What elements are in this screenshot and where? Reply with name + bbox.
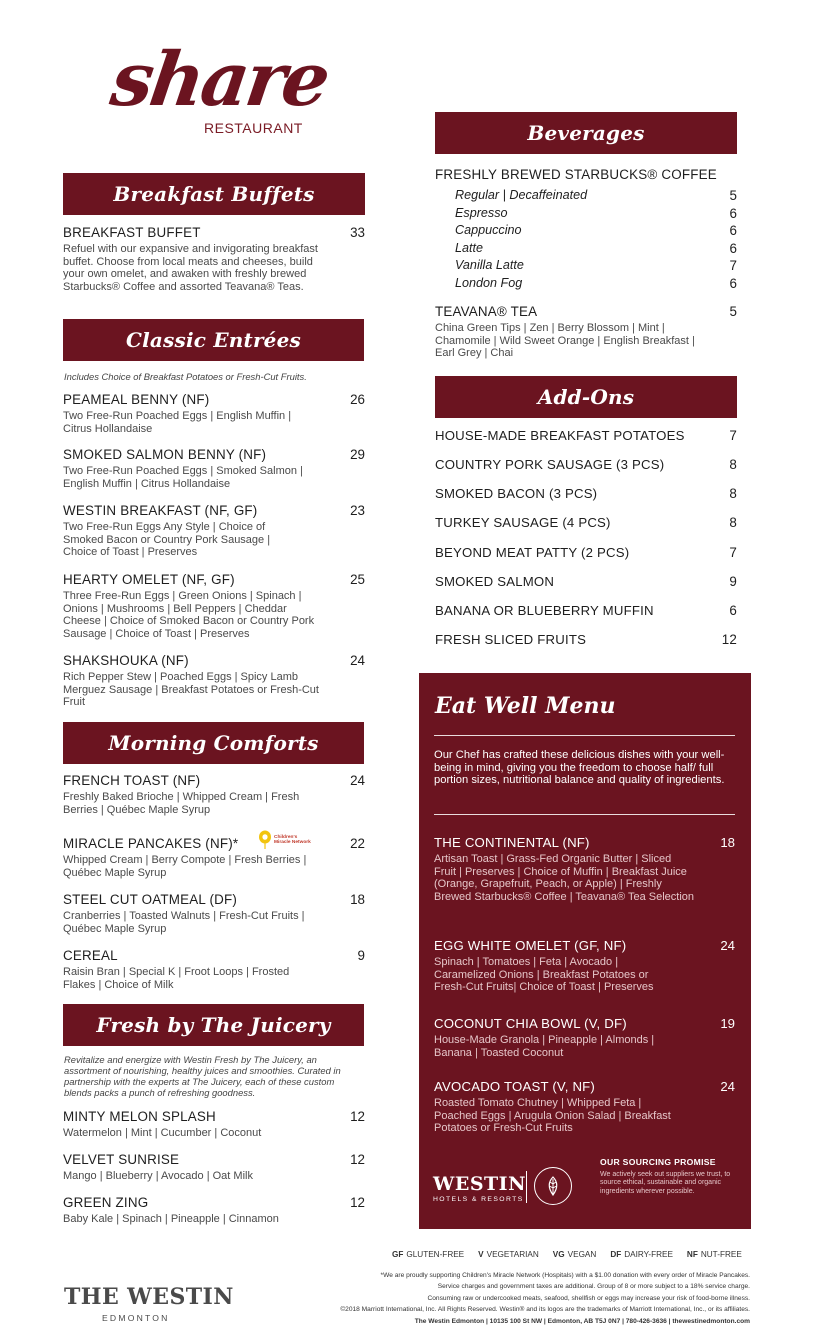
classic-entrees-banner: Classic Entrées <box>63 319 364 361</box>
item-name: BREAKFAST BUFFET <box>63 225 201 240</box>
breakfast-buffets-banner: Breakfast Buffets <box>63 173 365 215</box>
eat-well-leaf-icon <box>534 1167 572 1205</box>
item-name: MIRACLE PANCAKES (NF)* <box>63 836 239 851</box>
bev-name: Vanilla Latte <box>455 258 524 272</box>
menu-item-french-toast <box>63 773 365 816</box>
menu-item-smoked-salmon-benny <box>63 447 365 490</box>
addon-price: 12 <box>721 632 737 647</box>
add-ons-list <box>435 428 737 648</box>
item-description: Watermelon | Mint | Cucumber | Coconut <box>63 1127 262 1139</box>
item-name: STEEL CUT OATMEAL (DF) <box>63 892 238 907</box>
item-name: FRENCH TOAST (NF) <box>63 773 201 788</box>
item-description: Whipped Cream | Berry Compote | Fresh Berries | Québec Maple Syrup <box>63 854 307 879</box>
footer-notes <box>340 1270 750 1327</box>
coffee-heading: FRESHLY BREWED STARBUCKS® COFFEE <box>435 167 717 182</box>
item-name: MINTY MELON SPLASH <box>63 1109 216 1124</box>
item-description: Two Free-Run Eggs Any Style | Choice of Smoked Bacon or Country Pork Sausage | Choice of Toast | Preserves <box>63 521 271 559</box>
item-description: Two Free-Run Poached Eggs | Smoked Salmon | English Muffin | Citrus Hollandaise <box>63 465 303 490</box>
footer-address: The Westin Edmonton | 10135 100 St NW | Edmonton, AB T5J 0N7 | 780-426-3636 | thewestinedmonton.com <box>414 1317 750 1325</box>
menu-item-steel-cut-oatmeal <box>63 892 365 935</box>
menu-item-teavana-tea <box>435 304 737 360</box>
item-name: SMOKED SALMON BENNY (NF) <box>63 447 267 462</box>
add-on-item <box>435 457 737 472</box>
item-price: 33 <box>350 225 365 240</box>
dietary-legend <box>392 1250 742 1259</box>
item-name: SHAKSHOUKA (NF) <box>63 653 189 668</box>
logo-script: share <box>105 37 333 123</box>
brand-city: EDMONTON <box>102 1313 170 1323</box>
menu-item-coconut-chia-bowl <box>434 1016 735 1059</box>
menu-item-continental <box>434 835 735 903</box>
item-price: 22 <box>350 836 365 851</box>
bev-price: 7 <box>729 258 737 273</box>
item-price: 12 <box>350 1195 365 1210</box>
item-price: 5 <box>729 304 737 319</box>
bev-price: 5 <box>729 188 737 203</box>
add-on-item <box>435 632 737 647</box>
bev-price: 6 <box>729 205 737 221</box>
menu-item-avocado-toast <box>434 1079 735 1135</box>
addon-price: 7 <box>729 428 737 443</box>
classic-note: Includes Choice of Breakfast Potatoes or Fresh-Cut Fruits. <box>64 371 307 382</box>
item-description: Rich Pepper Stew | Poached Eggs | Spicy Lamb Merguez Sausage | Breakfast Potatoes or Fresh-Cut Fruit <box>63 671 319 709</box>
item-description: Raisin Bran | Special K | Froot Loops | Frosted Flakes | Choice of Milk <box>63 966 290 991</box>
menu-item-minty-melon <box>63 1109 365 1140</box>
brand-name: THE WESTIN <box>64 1284 234 1310</box>
item-price: 25 <box>350 572 365 587</box>
item-name: EGG WHITE OMELET (GF, NF) <box>434 938 627 953</box>
item-price: 19 <box>720 1016 735 1031</box>
addon-name: BEYOND MEAT PATTY (2 PCS) <box>435 545 630 560</box>
addon-price: 8 <box>729 515 737 530</box>
item-price: 18 <box>720 835 735 850</box>
childrens-miracle-network-logo <box>258 830 311 850</box>
item-name: VELVET SUNRISE <box>63 1152 180 1167</box>
item-name: THE CONTINENTAL (NF) <box>434 835 590 850</box>
sourcing-title: OUR SOURCING PROMISE <box>600 1157 716 1167</box>
item-price: 24 <box>350 653 365 668</box>
item-price: 24 <box>720 1079 735 1094</box>
the-westin-logo <box>64 1284 234 1323</box>
divider <box>526 1171 527 1203</box>
item-name: HEARTY OMELET (NF, GF) <box>63 572 235 587</box>
menu-item-green-zing <box>63 1195 365 1226</box>
item-price: 9 <box>357 948 365 963</box>
add-ons-banner: Add-Ons <box>435 376 737 418</box>
addon-name: BANANA OR BLUEBERRY MUFFIN <box>435 603 654 618</box>
eat-well-panel <box>419 673 751 1229</box>
balloon-icon <box>258 830 272 850</box>
beverages-banner: Beverages <box>435 112 737 154</box>
bev-name: London Fog <box>455 275 523 290</box>
legend-item: VG VEGAN <box>552 1250 597 1259</box>
coffee-row <box>455 276 737 290</box>
footer-line: Consuming raw or undercooked meats, seafood, shellfish or eggs may increase your risk of food-borne illness. <box>427 1294 750 1302</box>
westin-tagline: HOTELS & RESORTS <box>433 1196 524 1203</box>
add-on-item <box>435 428 737 443</box>
legend-item: DF DAIRY-FREE <box>610 1250 673 1259</box>
footer-line: Service charges and government taxes are additional. Group of 8 or more subject to a 18% service charge. <box>437 1283 750 1291</box>
bev-name: Regular | Decaffeinated <box>455 188 588 202</box>
addon-name: FRESH SLICED FRUITS <box>435 632 587 647</box>
cmn-line-2: Miracle Network <box>274 840 311 845</box>
addon-name: COUNTRY PORK SAUSAGE (3 PCS) <box>435 457 665 472</box>
item-name: TEAVANA® TEA <box>435 304 538 319</box>
add-on-item <box>435 515 737 530</box>
bev-price: 6 <box>729 275 737 291</box>
item-price: 23 <box>350 503 365 518</box>
bev-name: Latte <box>455 240 484 255</box>
legend-item: V VEGETARIAN <box>478 1250 539 1259</box>
item-description: Baby Kale | Spinach | Pineapple | Cinnamon <box>63 1213 279 1225</box>
item-description: Three Free-Run Eggs | Green Onions | Spinach | Onions | Mushrooms | Bell Peppers | Cheddar Cheese | Choice of Smoked Bacon or Country Pork Sausage | Choice of Toast | Preserves <box>63 590 315 640</box>
item-description: Artisan Toast | Grass-Fed Organic Butter | Sliced Fruit | Preserves | Choice of Muffin | Breakfast Juice (Orange, Grapefruit, Peach, or Apple) | Freshly Brewed Starbucks® Coffee | Teavana® Tea Selection <box>434 853 694 903</box>
footer-line: ©2018 Marriott International, Inc. All Rights Reserved. Westin® and its logos are the trademarks of Marriott International, Inc., or its affiliates. <box>340 1306 750 1314</box>
logo-subtitle: RESTAURANT <box>204 120 303 136</box>
coffee-row <box>455 206 737 220</box>
menu-item-miracle-pancakes <box>63 836 365 879</box>
item-description: Cranberries | Toasted Walnuts | Fresh-Cut Fruits | Québec Maple Syrup <box>63 910 305 935</box>
item-description: Roasted Tomato Chutney | Whipped Feta | Poached Eggs | Arugula Onion Salad | Breakfast Potatoes or Fresh-Cut Fruits <box>434 1097 671 1135</box>
legend-item: GF GLUTEN-FREE <box>392 1250 465 1259</box>
item-description: House-Made Granola | Pineapple | Almonds | Banana | Toasted Coconut <box>434 1034 655 1059</box>
item-name: CEREAL <box>63 948 118 963</box>
add-on-item <box>435 545 737 560</box>
item-name: GREEN ZING <box>63 1195 149 1210</box>
coffee-section <box>435 167 737 297</box>
item-description: Refuel with our expansive and invigorating breakfast buffet. Choose from local meats and cheeses, build your own omelet, and awaken with freshly brewed Starbucks® Coffee and assorted Teavana® Teas. <box>63 243 318 293</box>
add-on-item <box>435 574 737 589</box>
divider <box>434 735 735 736</box>
eat-well-title: Eat Well Menu <box>435 693 616 719</box>
addon-price: 8 <box>729 486 737 501</box>
menu-item-peameal-benny <box>63 392 365 435</box>
share-logo <box>105 37 333 138</box>
item-description: Spinach | Tomatoes | Feta | Avocado | Caramelized Onions | Breakfast Potatoes or Fresh-Cut Fruits| Choice of Toast | Preserves <box>434 956 654 994</box>
bev-price: 6 <box>729 223 737 238</box>
addon-name: SMOKED SALMON <box>435 574 555 589</box>
addon-price: 8 <box>729 457 737 472</box>
item-price: 26 <box>350 392 365 407</box>
add-on-item <box>435 486 737 501</box>
item-name: AVOCADO TOAST (V, NF) <box>434 1079 596 1094</box>
footer-line: *We are proudly supporting Children's Miracle Network (Hospitals) with a $1.00 donation with every order of Miracle Pancakes. <box>380 1272 750 1279</box>
coffee-row <box>455 258 737 272</box>
item-description: Mango | Blueberry | Avocado | Oat Milk <box>63 1170 253 1182</box>
add-on-item <box>435 603 737 618</box>
addon-price: 9 <box>729 574 737 589</box>
sourcing-text: We actively seek out suppliers we trust, to source ethical, sustainable and organic ingredients wherever possible. <box>600 1171 731 1195</box>
addon-price: 7 <box>729 545 737 560</box>
westin-wordmark: WESTIN <box>433 1173 526 1195</box>
menu-item-velvet-sunrise <box>63 1152 365 1183</box>
westin-hotels-logo <box>433 1173 526 1203</box>
item-name: COCONUT CHIA BOWL (V, DF) <box>434 1016 627 1031</box>
fresh-juicery-banner: Fresh by The Juicery <box>63 1004 364 1046</box>
menu-item-egg-white-omelet <box>434 938 735 994</box>
addon-name: TURKEY SAUSAGE (4 PCS) <box>435 515 611 530</box>
juicery-note: Revitalize and energize with Westin Fresh by The Juicery, an assortment of nourishing, healthy juices and smoothies. Curated in partnership with the experts at The Juicery, each of these custom blends packs a punch of refreshing goodness. <box>64 1054 341 1098</box>
item-price: 12 <box>350 1152 365 1167</box>
coffee-row <box>455 241 737 255</box>
item-name: PEAMEAL BENNY (NF) <box>63 392 210 407</box>
cmn-line-1: Children's <box>274 835 298 840</box>
bev-name: Espresso <box>455 205 508 220</box>
menu-item-westin-breakfast <box>63 503 365 559</box>
morning-comforts-banner: Morning Comforts <box>63 722 364 764</box>
coffee-row <box>455 188 737 202</box>
item-description: Two Free-Run Poached Eggs | English Muffin | Citrus Hollandaise <box>63 410 292 435</box>
item-description: China Green Tips | Zen | Berry Blossom | Mint | Chamomile | Wild Sweet Orange | English Breakfast | Earl Grey | Chai <box>435 322 695 360</box>
eat-well-intro: Our Chef has crafted these delicious dishes with your well-being in mind, giving you the freedom to choose half/ full portion sizes, nutritional balance and quality of ingredients. <box>434 749 725 787</box>
item-price: 24 <box>350 773 365 788</box>
addon-name: SMOKED BACON (3 PCS) <box>435 486 598 501</box>
item-price: 18 <box>350 892 365 907</box>
item-price: 12 <box>350 1109 365 1124</box>
menu-item-shakshouka <box>63 653 365 709</box>
item-description: Freshly Baked Brioche | Whipped Cream | Fresh Berries | Québec Maple Syrup <box>63 791 300 816</box>
legend-item: NF NUT-FREE <box>686 1250 742 1259</box>
item-price: 24 <box>720 938 735 953</box>
menu-item-breakfast-buffet <box>63 225 365 293</box>
menu-item-cereal <box>63 948 365 991</box>
bev-name: Cappuccino <box>455 223 522 237</box>
addon-name: HOUSE-MADE BREAKFAST POTATOES <box>435 428 685 443</box>
item-price: 29 <box>350 447 365 462</box>
item-name: WESTIN BREAKFAST (NF, GF) <box>63 503 258 518</box>
coffee-row <box>455 223 737 237</box>
menu-item-hearty-omelet <box>63 572 365 640</box>
addon-price: 6 <box>729 603 737 618</box>
bev-price: 6 <box>729 240 737 256</box>
divider <box>434 814 735 815</box>
